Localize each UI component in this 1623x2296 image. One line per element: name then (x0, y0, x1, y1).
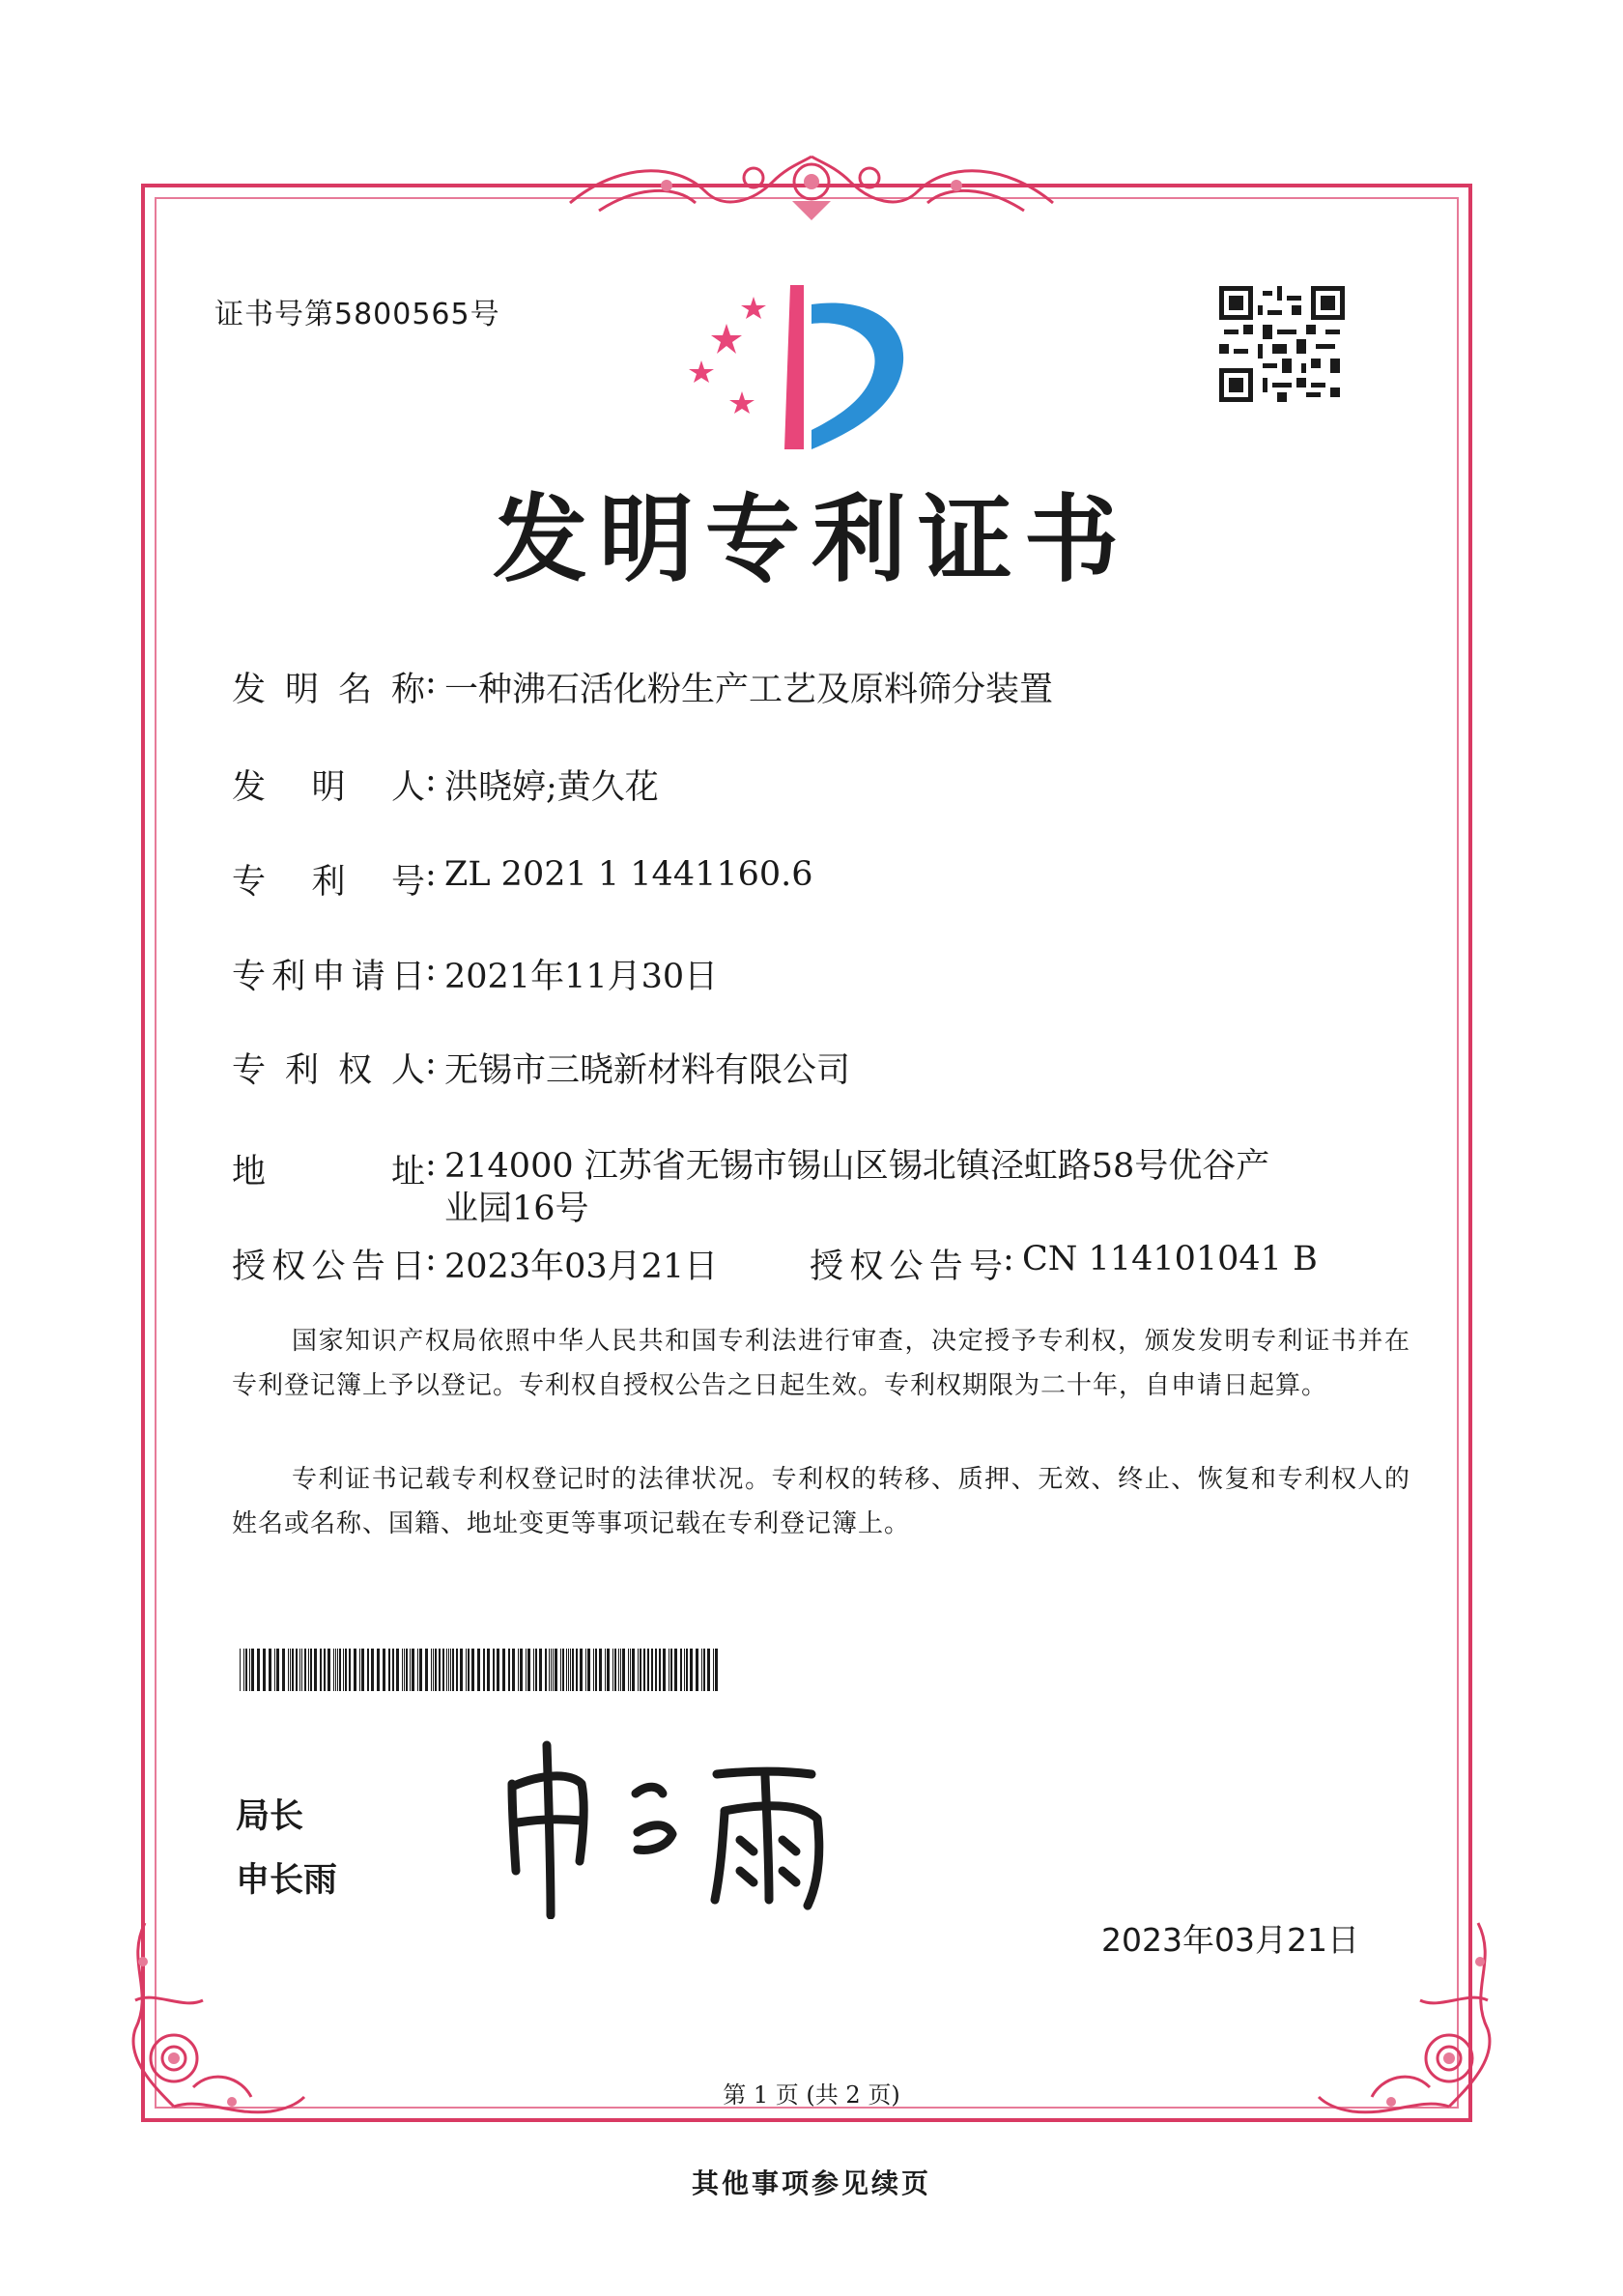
field-label: 授权公告号 (810, 1248, 1003, 1286)
field-value: CN 114101041 B (1022, 1240, 1318, 1278)
field-value: ZL 2021 1 1441160.6 (444, 855, 813, 894)
document-title: 发明专利证书 (492, 485, 1130, 595)
handwritten-signature (493, 1726, 860, 1919)
field-label: 发明名称 (232, 671, 425, 709)
statement-paragraph-2: 专利证书记载专利权登记时的法律状况。专利权的转移、质押、无效、终止、恢复和专利权人的姓名或名称、国籍、地址变更等事项记载在专利登记簿上。 (232, 1465, 1410, 1538)
field-inventors: 发明人 : 洪晓婷;黄久花 (232, 761, 659, 807)
page-indicator: 第 1 页 (共 2 页) (723, 2081, 900, 2109)
field-grant-number: 授权公告号 : CN 114101041 B (810, 1240, 1318, 1286)
issue-date: 2023年03月21日 (1101, 1921, 1359, 1959)
field-value: 无锡市三晓新材料有限公司 (444, 1051, 851, 1090)
field-invention-name: 发明名称 : 一种沸石活化粉生产工艺及原料筛分装置 (232, 663, 1054, 709)
field-label: 发明人 (232, 768, 425, 807)
field-label: 授权公告日 (232, 1248, 425, 1286)
field-filing-date: 专利申请日 : 2021年11月30日 (232, 950, 719, 996)
field-label: 专利权人 (232, 1051, 425, 1090)
field-grant-date: 授权公告日 : 2023年03月21日 (232, 1240, 719, 1286)
certificate-number: 证书号第5800565号 (214, 298, 500, 331)
field-address: 地址 : 214000 江苏省无锡市锡山区锡北镇泾虹路58号优谷产业园16号 (232, 1145, 1275, 1230)
field-patentee: 专利权人 : 无锡市三晓新材料有限公司 (232, 1044, 851, 1090)
qr-code-icon (1219, 286, 1345, 402)
field-label: 专利申请日 (232, 958, 425, 996)
field-value: 一种沸石活化粉生产工艺及原料筛分装置 (444, 671, 1054, 709)
field-label: 专利号 (232, 863, 425, 902)
cnipa-logo-icon (676, 275, 927, 459)
field-label: 地址 (232, 1153, 425, 1191)
field-value: 洪晓婷;黄久花 (444, 768, 659, 807)
field-patent-number: 专利号 : ZL 2021 1 1441160.6 (232, 855, 813, 902)
statement-paragraph-1: 国家知识产权局依照中华人民共和国专利法进行审查，决定授予专利权，颁发发明专利证书并在专利登记簿上予以登记。专利权自授权公告之日起生效。专利权期限为二十年，自申请日起算。 (232, 1327, 1410, 1400)
top-ornament-icon (560, 143, 1063, 224)
barcode-icon (240, 1649, 723, 1691)
field-value: 214000 江苏省无锡市锡山区锡北镇泾虹路58号优谷产业园16号 (444, 1147, 1270, 1228)
field-value: 2021年11月30日 (444, 958, 719, 996)
signatory-role: 局长 (236, 1797, 304, 1836)
field-value: 2023年03月21日 (444, 1248, 719, 1286)
signatory-name: 申长雨 (236, 1861, 338, 1900)
continuation-note: 其他事项参见续页 (691, 2167, 931, 2199)
